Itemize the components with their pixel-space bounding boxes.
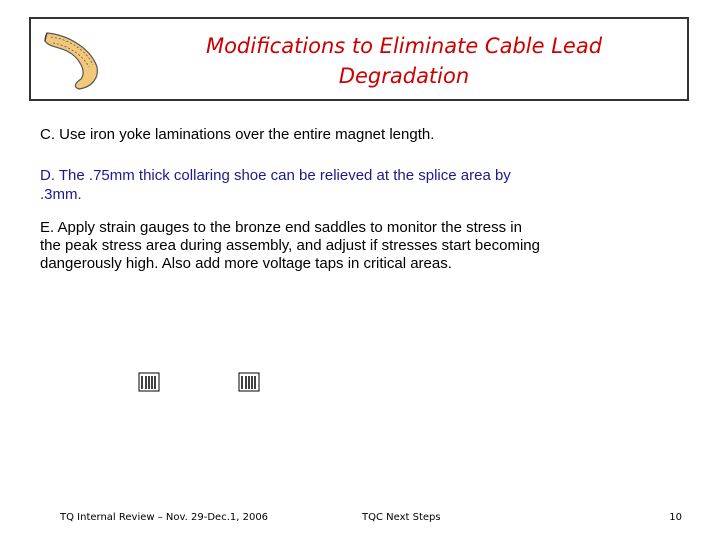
item-c: C. Use iron yoke laminations over the entire magnet length. bbox=[40, 126, 435, 143]
item-e: E. Apply strain gauges to the bronze end saddles to monitor the stress in the peak stress area during assembly, and adjust if stresses start becoming dangerously high. Also add more voltage taps in critical areas. bbox=[40, 219, 540, 272]
page-number: 10 bbox=[669, 512, 682, 523]
title-box bbox=[29, 17, 689, 101]
footer-topic: TQC Next Steps bbox=[362, 512, 441, 523]
item-d: D. The .75mm thick collaring shoe can be relieved at the splice area by .3mm. bbox=[40, 167, 511, 203]
boomerang-logo-icon bbox=[39, 27, 103, 93]
footer-event: TQ Internal Review – Nov. 29-Dec.1, 2006 bbox=[60, 512, 269, 523]
slide-title: Modifications to Eliminate Cable Lead Degradation bbox=[205, 34, 603, 88]
broken-image-placeholder-icon bbox=[238, 370, 262, 394]
broken-image-placeholder-icon bbox=[138, 370, 162, 394]
